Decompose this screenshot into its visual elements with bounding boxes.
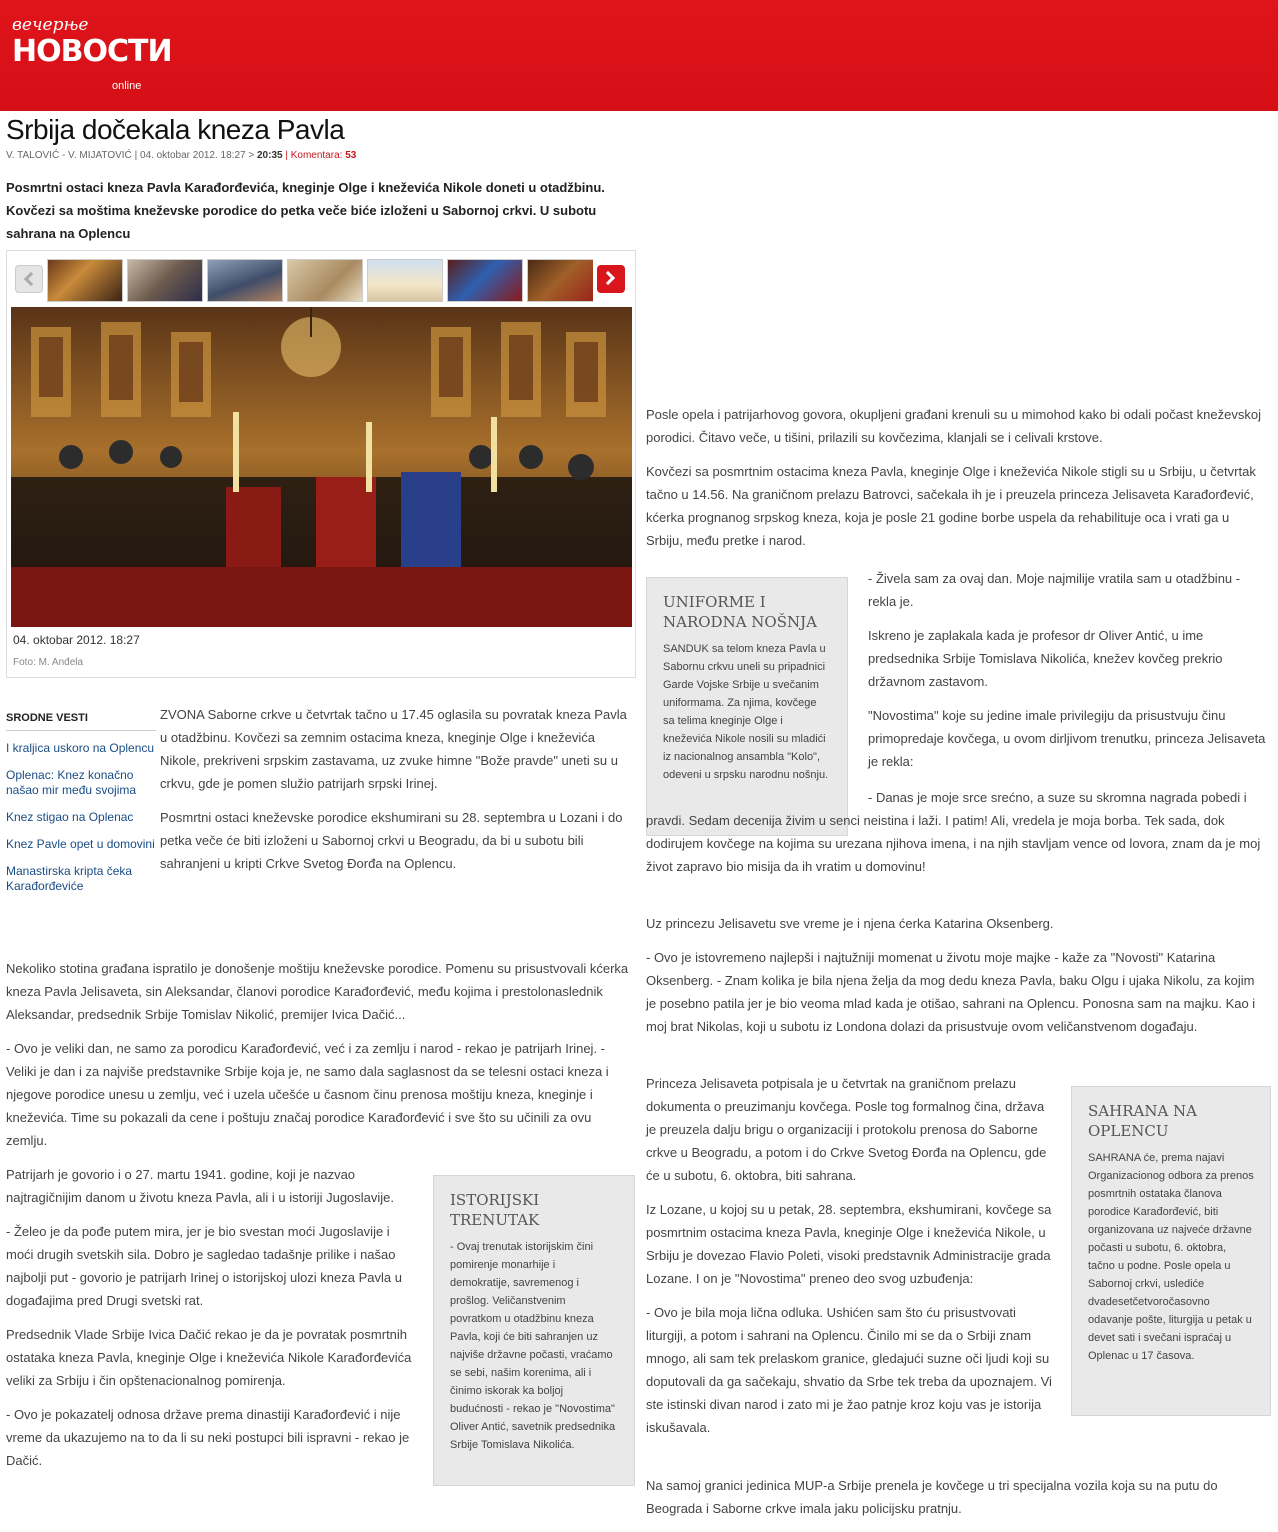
infobox-title: SAHRANA NA OPLENCU	[1088, 1102, 1197, 1140]
comments-count[interactable]: 53	[345, 150, 357, 161]
gallery-next-button[interactable]	[597, 265, 625, 293]
related-news-link[interactable]: Oplenac: Knez konačno našao mir među svojima	[6, 768, 137, 797]
infobox-title: ISTORIJSKI TRENUTAK	[450, 1191, 540, 1229]
related-news-list	[6, 741, 156, 894]
site-logo[interactable]	[12, 15, 172, 92]
article-body-left-top	[160, 703, 634, 875]
article-paragraph: - Danas je moje srce srećno, a suze su skromna nagrada pobedi i pravdi. Sedam decenija živim u senci neistina i laži. I patim! Ali, vredela je moja borba. Tek sada, dok dodirujem kovčege na kojima su urezana njihova imena, i na njih stavljam vence od lovora, znam da je moj život zapravo bio misija da ih vratim u domovinu!	[646, 790, 1261, 874]
main-photo[interactable]	[11, 307, 632, 627]
logo-online-text: online	[112, 80, 142, 92]
article-paragraph: Posle opela i patrijarhovog govora, okupljeni građani krenuli su u mimohod kako bi odali počast kneževskoj porodici. Čitavo veče, u tišini, prilazili su kovčezima, klanjali se i celivali krstove.	[646, 407, 1261, 445]
article-body-right-top	[646, 403, 1268, 552]
article-paragraph: Patrijarh je govorio i o 27. martu 1941. godine, koji je nazvao najtragičnijim danom u životu kneza Pavla, ali i u istoriji Jugoslavije.	[6, 1167, 395, 1205]
infobox-text: SANDUK sa telom kneza Pavla u Sabornu crkvu uneli su pripadnici Garde Vojske Srbije u svečanim uniformama. Za njima, kovčege sa telima kneginje Olge i kneževića Nikole nosili su mladići iz nacionalnog ansambla "Kolo", odeveni u srpsku narodnu nošnju.	[663, 643, 829, 781]
chevron-right-icon	[601, 271, 615, 285]
article-paragraph: "Novostima" koje su jedine imale privilegiju da prisustvuju činu primopredaje kovčega, u ovom dirljivom trenutku, princeza Jelisaveta je rekla:	[868, 708, 1266, 769]
article-body-right-narrow	[868, 567, 1270, 773]
article-body-right-bottom	[646, 1474, 1268, 1520]
related-news	[6, 712, 156, 906]
site-header	[0, 0, 1278, 111]
article-body-right-narrow-2	[646, 1072, 1056, 1439]
related-news-link[interactable]: I kraljica uskoro na Oplencu	[6, 741, 155, 755]
article-body-right-mid	[646, 912, 1268, 1038]
gallery-prev-button[interactable]	[15, 265, 43, 293]
article-body-left	[6, 957, 634, 1152]
logo-main-text: НОВОСТИ	[12, 34, 172, 69]
gallery-thumbnail[interactable]	[447, 259, 523, 302]
infobox-text: - Ovaj trenutak istorijskim čini pomirenje monarhije i demokratije, savremenog i prošlog. Veličanstvenim povratkom u otadžbinu kneza Pavla, koji će biti sahranjen uz najviše državne počasti, vraćamo se sebi, našim korenima, ali i činimo iskorak ka boljoj budućnosti - rekao je "Novostima" Oliver Antić, savetnik predsednika Srbije Tomislava Nikolića.	[450, 1241, 616, 1451]
chevron-left-icon	[24, 272, 38, 286]
article-body-left-narrow	[6, 1163, 412, 1472]
article-date: | 04. oktobar 2012. 18:27 >	[134, 150, 255, 161]
related-news-link[interactable]: Knez Pavle opet u domovini	[6, 837, 155, 851]
comments-label[interactable]: | Komentara:	[285, 150, 343, 161]
article-paragraph: ZVONA Saborne crkve u četvrtak tačno u 17.45 oglasila su povratak kneza Pavla u otadžbinu. Kovčezi sa zemnim ostacima kneza, kneginje Olge i kneževića Nikole, prekriveni srpskim zastavama, uz zvuke himne "Bože pravde" uneti su u crkvu, gde je pomen služio patrijarh srpski Irinej.	[160, 707, 627, 791]
gallery-thumbnails	[47, 259, 593, 302]
article-paragraph: Na samoj granici jedinica MUP-a Srbije prenela je kovčege u tri specijalna vozila koja su na putu do Beograda i Saborne crkve imala jaku policijsku pratnju.	[646, 1478, 1218, 1516]
article-paragraph: - Želeo je da pođe putem mira, jer je bio svestan moći Jugoslavije i moći drugih svetskih sila. Dobro je sagledao tadašnje prilike i našao najbolji put - govorio je patrijarh Irinej o istorijskoj ulozi kneza Pavla u događajima pred Drugi svetski rat.	[6, 1224, 402, 1308]
article-paragraph: Iskreno je zaplakala kada je profesor dr Oliver Antić, u ime predsednika Srbije Tomislava Nikolića, knežev kovčeg prekrio državnom zastavom.	[868, 628, 1223, 689]
gallery-thumbnail[interactable]	[527, 259, 593, 302]
photo-credit: Foto: M. Anđela	[13, 657, 84, 668]
article-paragraph: Uz princezu Jelisavetu sve vreme je i njena ćerka Katarina Oksenberg.	[646, 916, 1054, 931]
church-photo-image	[11, 307, 632, 627]
article-meta	[6, 150, 356, 161]
logo-small-text: вечерње	[12, 15, 89, 35]
infobox-title: UNIFORME I NARODNA NOŠNJA	[663, 593, 817, 631]
photo-caption-date: 04. oktobar 2012. 18:27	[13, 633, 140, 647]
infobox-funeral	[1071, 1086, 1271, 1416]
article-authors: V. TALOVIĆ - V. MIJATOVIĆ	[6, 150, 132, 161]
infobox-text: SAHRANA će, prema najavi Organizacionog odbora za prenos posmrtnih ostataka članova porodice Karađorđević, biti organizovana uz najveće državne počasti u subotu, 6. oktobra, tačno u podne. Posle opela u Sabornoj crkvi, uslediće dvadesetčetvoročasovno odavanje pošte, liturgija u petak u devet sati i svečani ispraćaj u Oplenac u 17 časova.	[1088, 1152, 1254, 1362]
article-paragraph: Nekoliko stotina građana ispratilo je donošenje moštiju kneževske porodice. Pomenu su prisustvovali kćerka kneza Pavla Jelisaveta, sin Aleksandar, članovi porodice Karađorđević, među kojima i prestolonaslednik Aleksandar, predsednik Srbije Tomislav Nikolić, premijer Ivica Dačić...	[6, 961, 629, 1022]
article-paragraph: - Ovo je veliki dan, ne samo za porodicu Karađorđević, već i za zemlju i narod - rekao je patrijarh Irinej. - Veliki je dan i za najviše predstavnike Srbije koja je, ne samo dala saglasnost da se telesni ostaci kneza i njegove porodice unesu u zemlju, već i uzela učešće u časnom činu prenosa moštiju kneza, kneginje i kneževića. Time su pokazali da cene i poštuju značaj porodice Karađorđević i sve što su učinili za ovu zemlju.	[6, 1041, 609, 1148]
gallery-thumbnail[interactable]	[287, 259, 363, 302]
gallery-thumbnail[interactable]	[47, 259, 123, 302]
infobox-historic-moment	[433, 1175, 635, 1486]
article-body-right-quote	[646, 786, 1268, 878]
article-lead: Posmrtni ostaci kneza Pavla Karađorđevića, kneginje Olge i kneževića Nikole doneti u otadžbinu. Kovčezi sa moštima kneževske porodice do petka veče biće izloženi u Sabornoj crkvi. U subotu sahrana na Oplencu	[6, 180, 605, 241]
article-paragraph: - Ovo je bila moja lična odluka. Ushićen sam što ću prisustvovati liturgiji, a potom i sahrani na Oplencu. Činilo mi se da o Srbiji znam mnogo, ali sam tek prelaskom granice, gledajući suzne oči ljudi koji su doputovali da ga sačekaju, shvatio da Srbe tek treba da upoznajem. Vi ste istinski divan narod i zato mi je žao patnje kroz koju vas je istorija iskušavala.	[646, 1305, 1052, 1435]
article-paragraph: Princeza Jelisaveta potpisala je u četvrtak na graničnom prelazu dokumenta o preuzimanju kovčega. Posle tog formalnog čina, država je preuzela dalju brigu o organizaciji i protokolu prenosa do Saborne crkve u Beogradu, a potom i do Crkve Svetog Đorđa na Oplencu, gde će u subotu, 6. oktobra, biti sahrana.	[646, 1076, 1047, 1183]
article-paragraph: Kovčezi sa posmrtnim ostacima kneza Pavla, kneginje Olge i kneževića Nikole stigli su u Srbiju, u četvrtak tačno u 14.56. Na graničnom prelazu Batrovci, sačekala ih je i preuzela princeza Jelisaveta Karađorđević, kćerka prognanog srpskog kneza, koja je posle 21 godine borbe uspela da rehabilituje oca i vrati ga u Srbiju, među pretke i narod.	[646, 464, 1256, 548]
related-news-link[interactable]: Knez stigao na Oplenac	[6, 810, 134, 824]
gallery-thumbnail[interactable]	[207, 259, 283, 302]
related-news-title: SRODNE VESTI	[6, 712, 156, 731]
article-updated: 20:35	[256, 150, 283, 161]
article-paragraph: Posmrtni ostaci kneževske porodice ekshumirani su 28. septembra u Lozani i do petka veče će biti izloženi u Sabornoj crkvi u Beogradu, da bi u subotu bili sahranjeni u kripti Crkve Svetog Đorđa na Oplencu.	[160, 810, 623, 871]
article-paragraph: Iz Lozane, u kojoj su u petak, 28. septembra, ekshumirani, kovčege sa posmrtnim ostacima kneza Pavla, kneginje Olge i kneževića Nikole, u Srbiju je dovezao Flavio Poleti, visoki predstavnik Administracije grada Lozane. I on je "Novostima" preneo deo svog uzbuđenja:	[646, 1202, 1052, 1286]
photo-gallery	[6, 250, 636, 678]
related-news-link[interactable]: Manastirska kripta čeka Karađorđeviće	[6, 864, 133, 893]
article-paragraph: Predsednik Vlade Srbije Ivica Dačić rekao je da je povratak posmrtnih ostataka kneza Pavla, kneginje Olge i kneževića Nikole Karađorđevića veliki za Srbiju i čin opštenacionalnog pomirenja.	[6, 1327, 412, 1388]
gallery-thumbnail[interactable]	[127, 259, 203, 302]
article-paragraph: - Živela sam za ovaj dan. Moje najmilije vratila sam u otadžbinu - rekla je.	[868, 571, 1241, 609]
article-paragraph: - Ovo je pokazatelj odnosa države prema dinastiji Karađorđević i nije vreme da ukazujemo na to da li su neki postupci bili ispravni - rekao je Dačić.	[6, 1407, 410, 1468]
article-title: Srbija dočekala kneza Pavla	[6, 114, 345, 145]
article-paragraph: - Ovo je istovremeno najlepši i najtužniji momenat u životu moje majke - kaže za "Novosti" Katarina Oksenberg. - Znam kolika je bila njena želja da mog dedu kneza Pavla, baku Olgu i ujaka Nikolu, za kojim je posebno patila jer je bio veoma mlad kada je otišao, sahrani na Oplencu. Ponosna sam na majku. Kao i moj brat Nikolas, koji u subotu iz Londona dolazi da prisustvuje ovom veličanstvenom događaju.	[646, 950, 1256, 1034]
gallery-thumbnail[interactable]	[367, 259, 443, 302]
